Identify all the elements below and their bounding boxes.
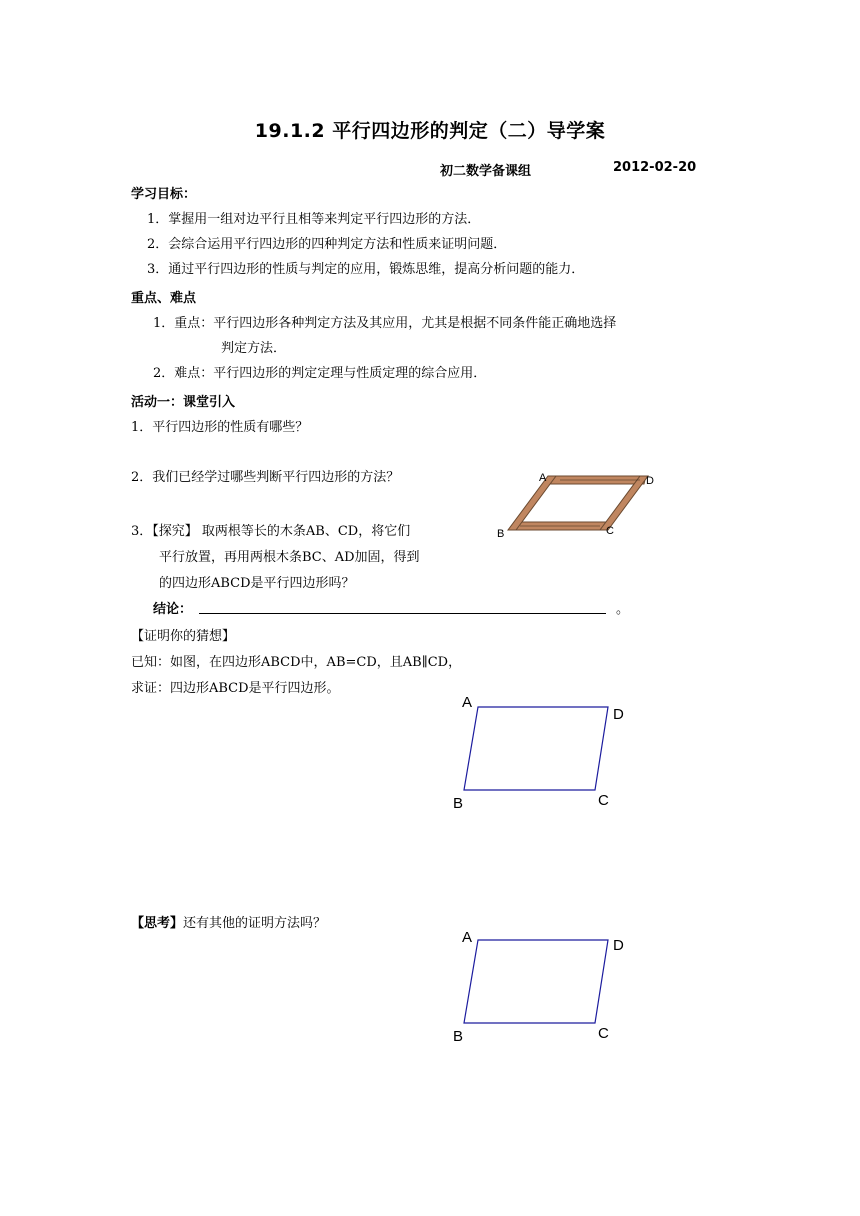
objective-item: 3．通过平行四边形的性质与判定的应用，锻炼思维，提高分析问题的能力．: [147, 262, 585, 277]
think-line: [131, 912, 326, 931]
vertex-label-d: D: [613, 937, 624, 954]
vertex-label-a: A: [462, 694, 473, 711]
proof-heading: 【证明你的猜想】: [131, 629, 236, 644]
key-point-cont: 判定方法．: [221, 341, 287, 356]
question-3: 3．【探究】 取两根等长的木条AB、CD，将它们: [131, 524, 411, 539]
vertex-label-c: C: [598, 1025, 609, 1042]
wood-label-a: A: [539, 472, 547, 484]
parallelogram-figure-2: [440, 923, 640, 1048]
question-1: 1．平行四边形的性质有哪些？: [131, 420, 309, 435]
conclusion-label: 结论：: [153, 602, 193, 617]
proof-prove: 求证：四边形ABCD是平行四边形。: [131, 681, 340, 696]
activity-heading: 活动一：课堂引入: [131, 395, 236, 410]
wood-label-d: D: [646, 475, 654, 487]
objectives-heading: 学习目标：: [131, 187, 197, 202]
date: 2012-02-20: [613, 160, 697, 175]
objective-item: 2．会综合运用平行四边形的四种判定方法和性质来证明问题．: [147, 237, 507, 252]
vertex-label-b: B: [453, 1028, 464, 1045]
think-text: 还有其他的证明方法吗？: [183, 916, 327, 931]
key-point: 1．重点：平行四边形各种判定方法及其应用，尤其是根据不同条件能正确地选择: [153, 316, 617, 331]
think-heading: 【思考】: [131, 916, 184, 931]
keypoints-heading: 重点、难点: [131, 291, 197, 306]
vertex-label-d: D: [613, 706, 624, 723]
question-3-line2: 平行放置，再用两根木条BC、AD加固，得到: [159, 550, 420, 565]
wood-strip-figure: [490, 463, 670, 543]
wood-label-b: B: [497, 528, 505, 540]
conclusion-end: 。: [616, 602, 630, 617]
parallelogram-abcd: [464, 707, 608, 790]
page-title: 19.1.2 平行四边形的判定（二）导学案: [254, 120, 606, 142]
vertex-label-b: B: [453, 795, 464, 812]
vertex-label-a: A: [462, 929, 473, 946]
conclusion-blank[interactable]: [199, 613, 606, 614]
objective-item: 1．掌握用一组对边平行且相等来判定平行四边形的方法．: [147, 212, 481, 227]
parallelogram-figure-1: [440, 690, 640, 815]
wood-label-c: C: [606, 525, 614, 537]
difficult-point: 2．难点：平行四边形的判定定理与性质定理的综合应用．: [153, 366, 487, 381]
proof-given: 已知：如图，在四边形ABCD中，AB=CD，且AB∥CD，: [131, 655, 462, 670]
question-2: 2．我们已经学过哪些判断平行四边形的方法？: [131, 470, 400, 485]
parallelogram-abcd: [464, 940, 608, 1023]
author-group: 初二数学备课组: [440, 164, 532, 179]
question-3-line3: 的四边形ABCD是平行四边形吗？: [159, 576, 355, 591]
vertex-label-c: C: [598, 792, 609, 809]
